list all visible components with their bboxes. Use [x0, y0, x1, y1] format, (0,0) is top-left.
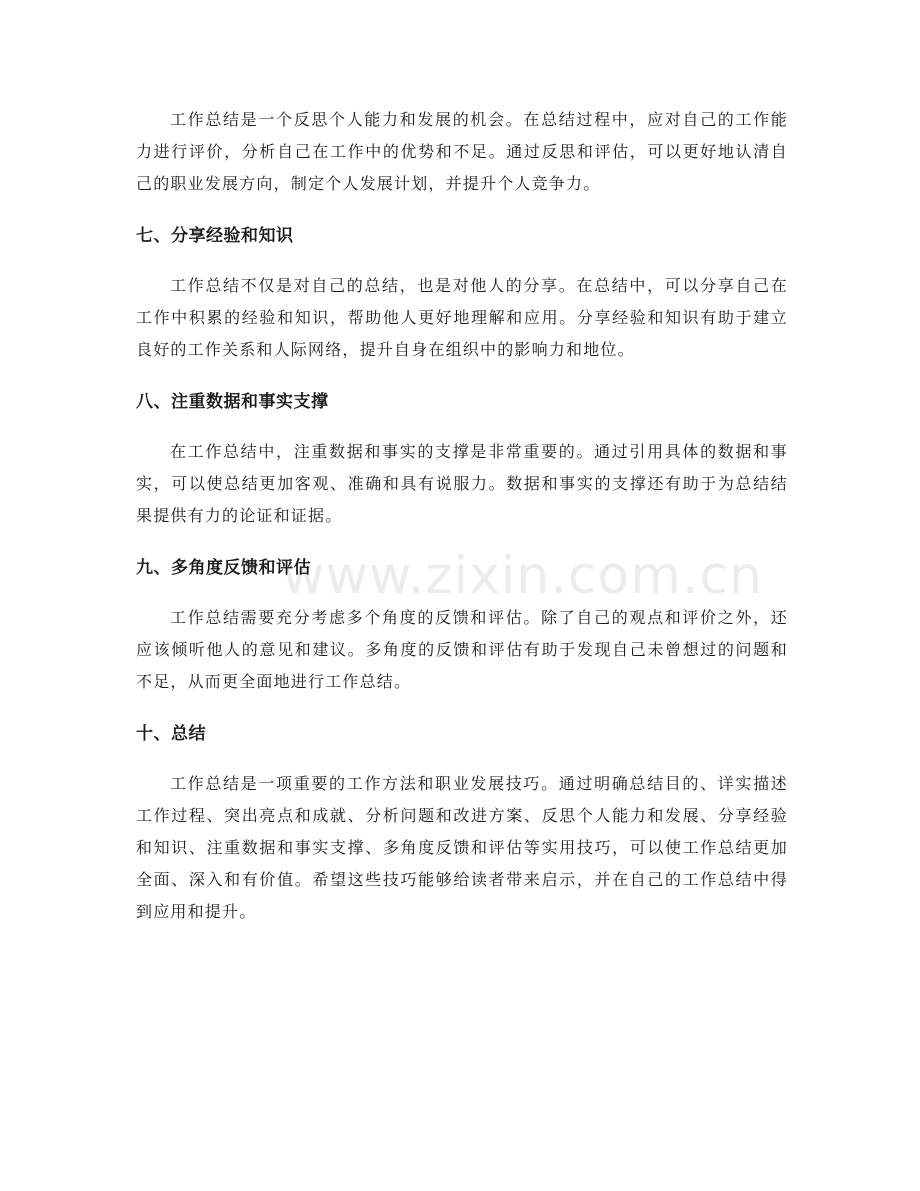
section-heading-10: 十、总结 — [136, 724, 206, 744]
section-body-10: 工作总结是一项重要的工作方法和职业发展技巧。通过明确总结目的、详实描述工作过程、突出亮点和成就、分析问题和改进方案、反思个人能力和发展、分享经验和知识、注重数据和事实支撑、多角度反馈和评估等实用技巧，可以使工作总结更加全面、深入和有价值。希望这些技巧能够给读者带来启示，并在自己的工作总结中得到应用和提升。 — [136, 774, 788, 921]
intro-paragraph: 工作总结是一个反思个人能力和发展的机会。在总结过程中，应对自己的工作能力进行评价，分析自己在工作中的优势和不足。通过反思和评估，可以更好地认清自己的职业发展方向，制定个人发展计划，并提升个人竞争力。 — [136, 110, 788, 193]
section-body-9: 工作总结需要充分考虑多个角度的反馈和评估。除了自己的观点和评价之外，还应该倾听他人的意见和建议。多角度的反馈和评估有助于发现自己未曾想过的问题和不足，从而更全面地进行工作总结。 — [136, 608, 788, 691]
section-heading-7: 七、分享经验和知识 — [136, 226, 294, 246]
section-body-7: 工作总结不仅是对自己的总结，也是对他人的分享。在总结中，可以分享自己在工作中积累的经验和知识，帮助他人更好地理解和应用。分享经验和知识有助于建立良好的工作关系和人际网络，提升自身在组织中的影响力和地位。 — [136, 276, 788, 359]
section-body-8: 在工作总结中，注重数据和事实的支撑是非常重要的。通过引用具体的数据和事实，可以使总结更加客观、准确和具有说服力。数据和事实的支撑还有助于为总结结果提供有力的论证和证据。 — [136, 442, 788, 525]
watermark: www.zixin.com.cn — [282, 546, 763, 606]
document-body — [136, 104, 788, 928]
section-heading-9: 九、多角度反馈和评估 — [136, 558, 311, 578]
section-heading-8: 八、注重数据和事实支撑 — [136, 392, 329, 412]
